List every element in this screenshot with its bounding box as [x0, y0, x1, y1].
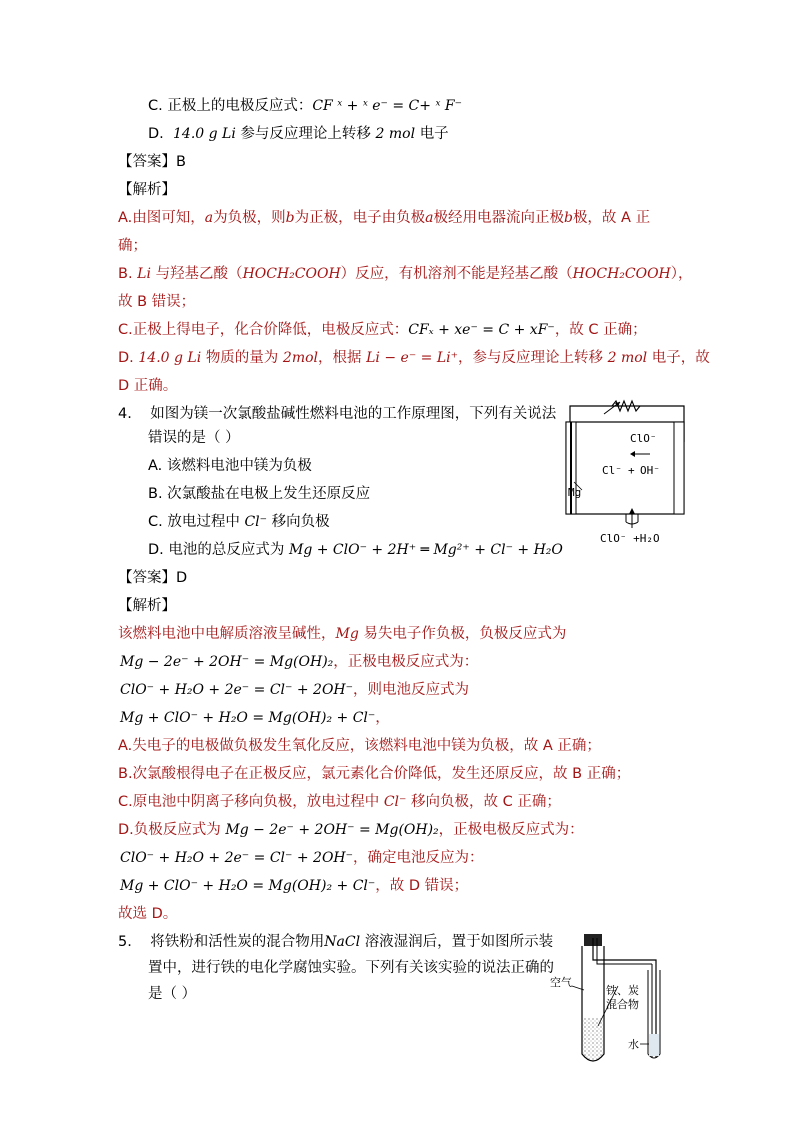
q4-analysis-d: D.负极反应式为 Mg − 2e⁻ + 2OH⁻ = Mg(OH)₂，正极电极反应式为： — [118, 822, 584, 838]
q5-stem: 5. 将铁粉和活性炭的混合物用NaCl 溶液湿润后，置于如图所示装 — [118, 934, 554, 950]
label-water: 水 — [628, 1038, 639, 1051]
q3-analysis-d: D. 14.0 g Li 物质的量为 2mol，根据 Li − e⁻ = Li⁺，参与反应理论上转移 2 mol 电子，故 — [118, 350, 710, 366]
q4-option-c: C. 放电过程中 Cl⁻ 移向负极 — [148, 514, 330, 530]
q4-analysis-d-total: Mg + ClO⁻ + H₂O = Mg(OH)₂ + Cl⁻，故 D 错误； — [120, 878, 469, 894]
q4-fuel-cell-figure — [560, 398, 692, 548]
q5-apparatus-figure — [548, 930, 678, 1070]
q4-analysis-negative-eq: Mg − 2e⁻ + 2OH⁻ = Mg(OH)₂，正极电极反应式为： — [120, 654, 479, 670]
q3-analysis-a: A.由图可知，a为负极，则b为正极，电子由负极a极经用电器流向正极b极，故 A 正 — [118, 210, 651, 226]
q4-stem: 4. 如图为镁一次氯酸盐碱性燃料电池的工作原理图，下列有关说法 — [118, 406, 557, 422]
q3-option-c: C. 正极上的电极反应式：CF ˣ + ˣ e⁻ = C+ ˣ F⁻ — [148, 98, 462, 114]
q4-number: 4. — [118, 406, 132, 422]
label-mixture: 混合物 — [606, 998, 639, 1011]
q3-analysis-tag: 【解析】 — [118, 182, 176, 198]
q3-analysis-d-cont: D 正确。 — [118, 378, 178, 394]
q4-analysis-a: A.失电子的电极做负极发生氧化反应，该燃料电池中镁为负极，故 A 正确； — [118, 738, 601, 754]
q4-conclusion: 故选 D。 — [118, 906, 178, 922]
label-iron-carbon: 铁、炭 — [606, 984, 639, 997]
q3-analysis-b: B. Li 与羟基乙酸（HOCH₂COOH）反应，有机溶剂不能是羟基乙酸（HOCH₂COOH）， — [118, 266, 693, 282]
q4-analysis-d-positive: ClO⁻ + H₂O + 2e⁻ = Cl⁻ + 2OH⁻，确定电池反应为： — [120, 850, 484, 866]
q3-analysis-a-cont: 确； — [118, 238, 147, 254]
label-clo-h2o: ClO⁻ +H₂O — [600, 532, 660, 545]
q5-stem-cont2: 是（ ） — [148, 986, 197, 1002]
q4-stem-cont: 错误的是（ ） — [148, 430, 240, 446]
label-cl: Cl⁻ — [602, 464, 622, 477]
q4-analysis-tag: 【解析】 — [118, 598, 176, 614]
fuel-cell-diagram — [560, 398, 692, 548]
q3-analysis-c: C.正极上得电子，化合价降低，电极反应式：CFₓ + xe⁻ = C + xF⁻，故 C 正确； — [118, 322, 647, 338]
q4-analysis-total-eq: Mg + ClO⁻ + H₂O = Mg(OH)₂ + Cl⁻， — [120, 710, 390, 726]
q4-analysis-intro: 该燃料电池中电解质溶液呈碱性，Mg 易失电子作负极，负极反应式为 — [118, 626, 567, 642]
q5-number: 5. — [118, 934, 132, 950]
q4-analysis-c: C.原电池中阴离子移向负极，放电过程中 Cl⁻ 移向负极，故 C 正确； — [118, 794, 561, 810]
q4-option-b: B. 次氯酸盐在电极上发生还原反应 — [148, 486, 371, 502]
q5-stem-cont: 置中，进行铁的电化学腐蚀实验。下列有关该实验的说法正确的 — [148, 960, 554, 976]
label-oh: OH⁻ — [640, 464, 660, 477]
label-clo-top: ClO⁻ — [630, 432, 657, 445]
label-mg: Mg — [568, 486, 582, 499]
q4-answer: 【答案】D — [118, 570, 188, 586]
q3-answer: 【答案】B — [118, 154, 186, 170]
label-air: 空气 — [550, 976, 572, 989]
q3-option-d: D. 14.0 g Li 参与反应理论上转移 2 mol 电子 — [148, 126, 449, 142]
label-plus: + — [628, 464, 635, 477]
q4-analysis-positive-eq: ClO⁻ + H₂O + 2e⁻ = Cl⁻ + 2OH⁻，则电池反应式为 — [120, 682, 470, 698]
q4-analysis-b: B.次氯酸根得电子在正极反应，氯元素化合价降低，发生还原反应，故 B 正确； — [118, 766, 631, 782]
q3-option-c-equation: CF ˣ + ˣ e⁻ = C+ ˣ F⁻ — [312, 98, 462, 114]
q4-option-d: D. 电池的总反应式为 Mg + ClO⁻ + 2H⁺ ═ Mg²⁺ + Cl⁻ + H₂O — [148, 542, 563, 558]
q4-option-a: A. 该燃料电池中镁为负极 — [148, 458, 312, 474]
q3-analysis-b-cont: 故 B 错误； — [118, 294, 196, 310]
